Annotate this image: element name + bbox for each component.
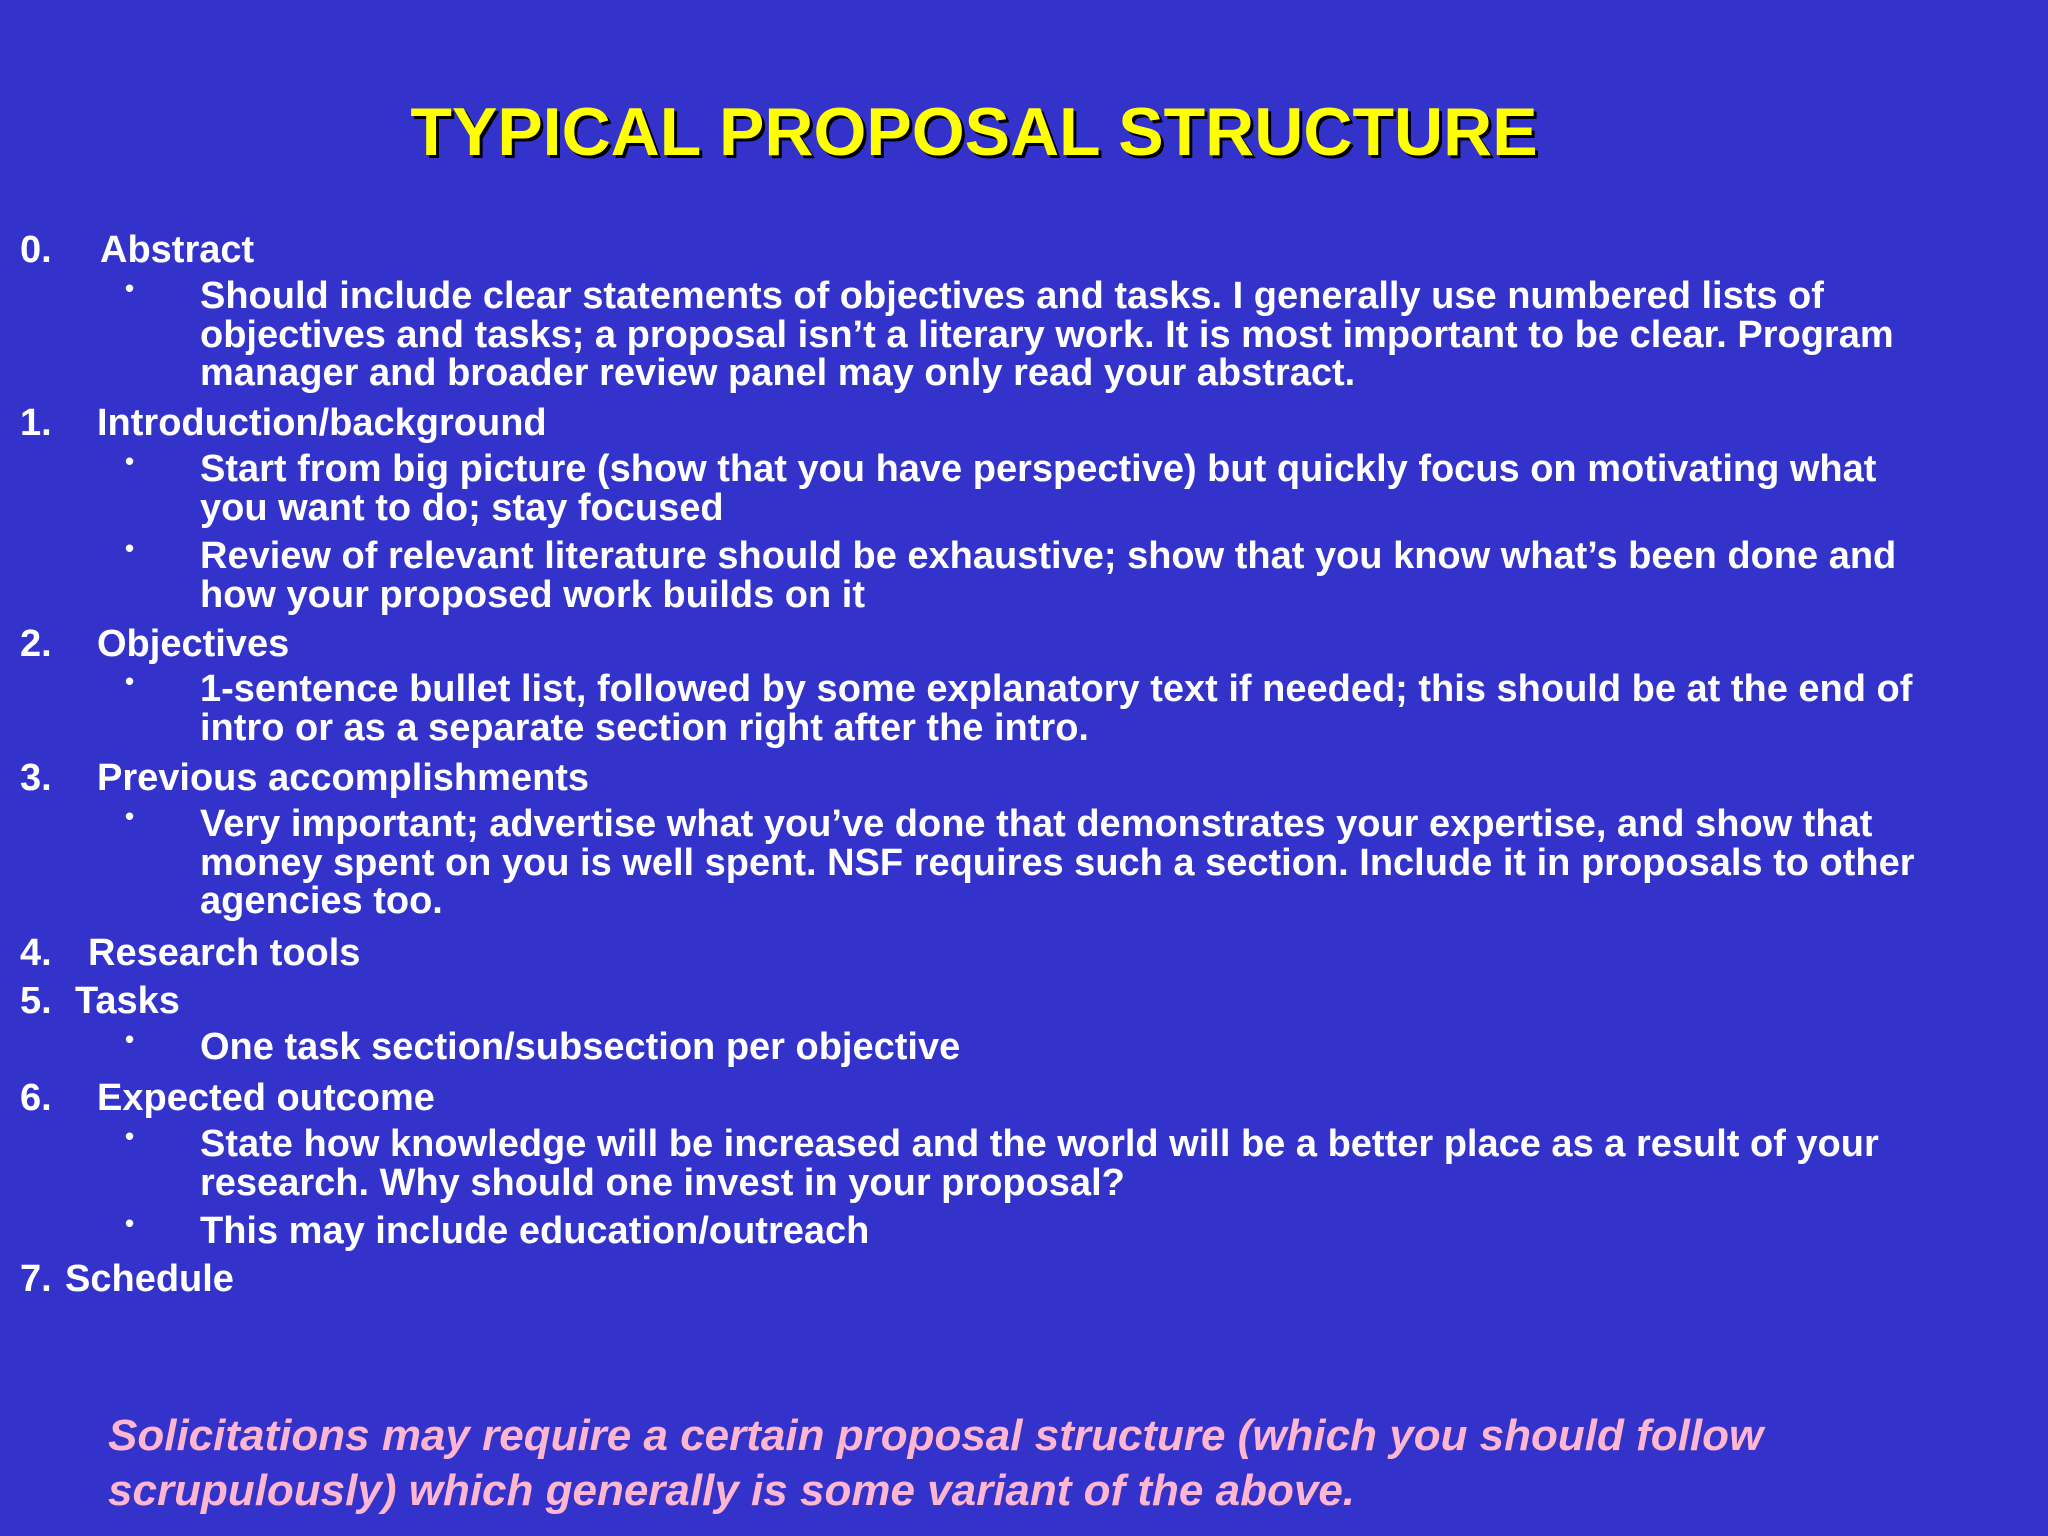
bullet-dot-icon: •: [125, 801, 135, 831]
section-number: 1.: [20, 402, 52, 444]
bullet-line: 1-sentence bullet list, followed by some explanatory text if needed; this should be at the end of: [200, 668, 1913, 710]
bullet-line: Start from big picture (show that you have perspective) but quickly focus on motivating what: [200, 448, 1877, 490]
section-heading: [20, 623, 290, 665]
footer-line: scrupulously) which generally is some variant of the above.: [108, 1466, 1356, 1515]
bullet-text: [200, 805, 2020, 921]
bullet-text: [200, 537, 2020, 614]
bullet-text: [200, 1125, 2020, 1202]
bullet-line: One task section/subsection per objective: [200, 1026, 961, 1068]
bullet-line: you want to do; stay focused: [200, 486, 724, 529]
bullet-text: [200, 277, 2020, 393]
slide-title: TYPICAL PROPOSAL STRUCTURE: [410, 94, 1538, 170]
bullet-line: manager and broader review panel may only read your abstract.: [200, 352, 1356, 394]
section-label: Objectives: [97, 623, 290, 665]
bullet-dot-icon: •: [125, 533, 135, 563]
bullet-dot-icon: •: [125, 1121, 135, 1151]
section-number: 3.: [20, 757, 52, 799]
bullet-line: This may include education/outreach: [200, 1210, 870, 1252]
section-number: 4.: [20, 932, 52, 974]
section-number: 2.: [20, 623, 52, 665]
section-heading: [20, 1077, 435, 1119]
section-number: 6.: [20, 1077, 52, 1119]
section-heading: [20, 980, 180, 1022]
section-label: Previous accomplishments: [97, 757, 590, 799]
bullet-text: [200, 1212, 2020, 1251]
section-number: 7.: [20, 1258, 52, 1300]
bullet-text: [200, 670, 2020, 747]
section-heading: [20, 229, 255, 271]
bullet-line: money spent on you is well spent. NSF requires such a section. Include it in proposals to other: [200, 841, 1915, 884]
section-heading: [20, 402, 547, 444]
bullet-line: intro or as a separate section right after the intro.: [200, 706, 1089, 749]
bullet-dot-icon: •: [125, 1024, 135, 1054]
section-label: Research tools: [88, 932, 361, 974]
bullet-line: agencies too.: [200, 880, 443, 922]
section-number: 5.: [20, 980, 52, 1022]
section-heading: [20, 1258, 234, 1300]
bullet-line: Review of relevant literature should be exhaustive; show that you know what’s been done and: [200, 535, 1897, 577]
section-number: 0.: [20, 229, 52, 271]
bullet-dot-icon: •: [125, 666, 135, 696]
bullet-line: objectives and tasks; a proposal isn’t a literary work. It is most important to be clear. Program: [200, 313, 1894, 356]
section-heading: [20, 757, 590, 799]
section-label: Tasks: [75, 980, 180, 1022]
bullet-line: research. Why should one invest in your proposal?: [200, 1161, 1125, 1204]
bullet-dot-icon: •: [125, 446, 135, 476]
footer-note: [108, 1408, 1988, 1518]
bullet-dot-icon: •: [125, 273, 135, 303]
bullet-text: [200, 450, 2020, 527]
section-label: Expected outcome: [97, 1077, 435, 1119]
bullet-dot-icon: •: [125, 1208, 135, 1238]
section-label: Introduction/background: [97, 402, 547, 444]
bullet-text: [200, 1028, 2020, 1067]
section-label: Abstract: [100, 229, 255, 271]
section-label: Schedule: [65, 1258, 234, 1300]
bullet-line: State how knowledge will be increased and the world will be a better place as a result of your: [200, 1123, 1879, 1165]
bullet-line: Very important; advertise what you’ve done that demonstrates your expertise, and show that: [200, 803, 1873, 845]
footer-line: Solicitations may require a certain proposal structure (which you should follow: [108, 1411, 1764, 1460]
bullet-line: how your proposed work builds on it: [200, 573, 865, 616]
section-heading: [20, 932, 361, 974]
bullet-line: Should include clear statements of objectives and tasks. I generally use numbered lists of: [200, 275, 1824, 317]
